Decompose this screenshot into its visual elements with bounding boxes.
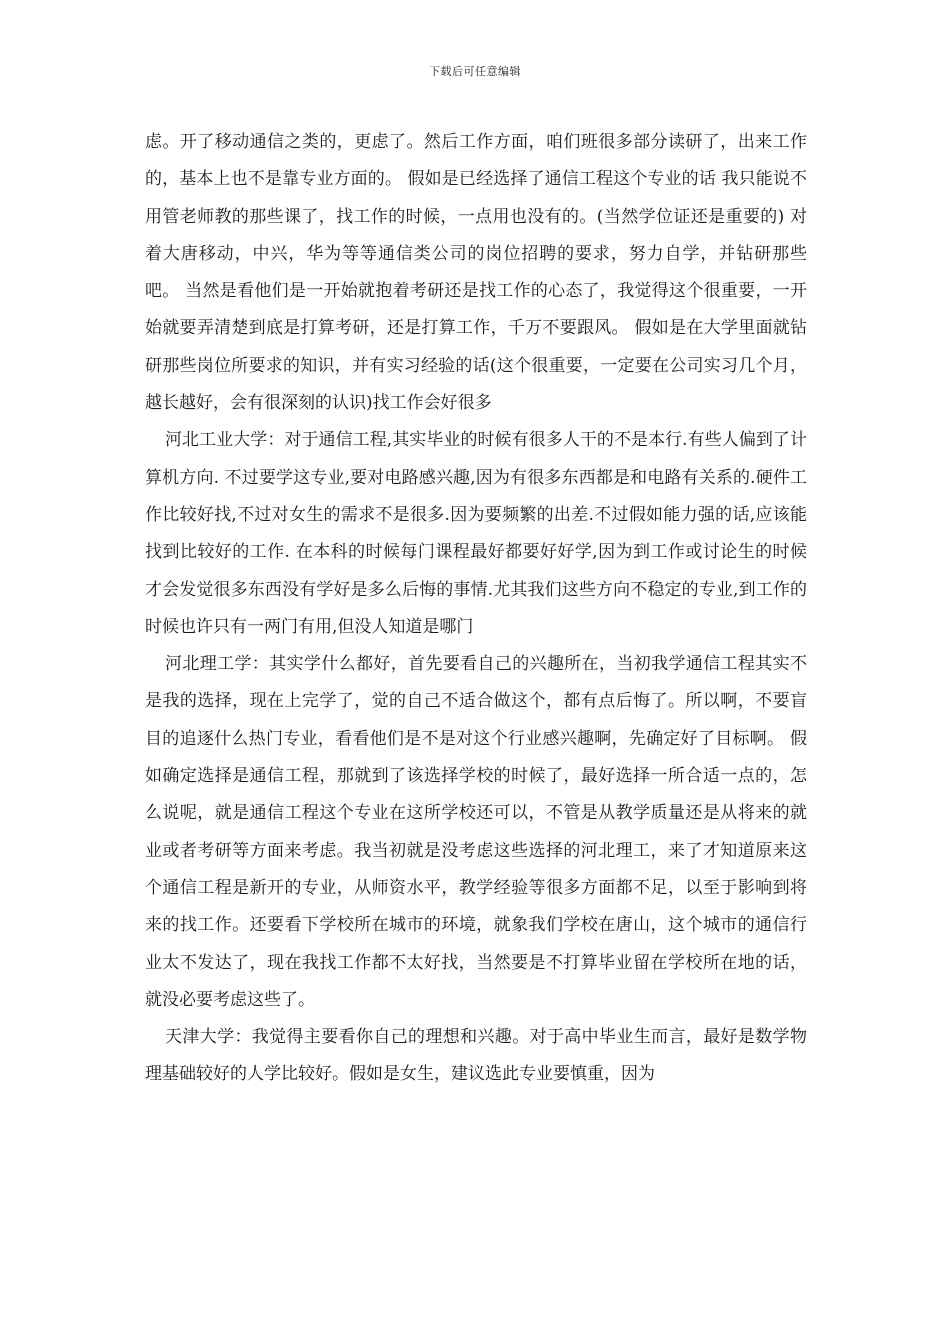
paragraph-tianjin: 天津大学：我觉得主要看你自己的理想和兴趣。对于高中毕业生而言，最好是数学物理基础较好的人学比较好。假如是女生，建议选此专业要慎重，因为 [145,1027,807,1085]
page-header: 下载后可任意编辑 [429,65,521,78]
paragraph-hebei-tech: 河北工业大学：对于通信工程,其实毕业的时候有很多人干的不是本行.有些人偏到了计算机方向. 不过要学这专业,要对电路感兴趣,因为有很多东西都是和电路有关系的.硬件工作比较好找,不过对女生的需求不是很多.因为要频繁的出差.不过假如能力强的话,应该能找到比较好的工作. 在本科的时候每门课程最好都要好好学,因为到工作或讨论生的时候才会发觉很多东西没有学好是多么后悔的事情.尤其我们这些方向不稳定的专业,到工作的时候也许只有一两门有用,但没人知道是哪门 [145,430,807,637]
document-body [145,124,807,1094]
paragraph-hebei-polytechnic: 河北理工学：其实学什么都好，首先要看自己的兴趣所在，当初我学通信工程其实不是我的选择，现在上完学了，觉的自己不适合做这个，都有点后悔了。所以啊，不要盲目的追逐什么热门专业，看看他们是不是对这个行业感兴趣啊，先确定好了目标啊。 假如确定选择是通信工程，那就到了该选择学校的时候了，最好选择一所合适一点的，怎么说呢，就是通信工程这个专业在这所学校还可以，不管是从教学质量还是从将来的就业或者考研等方面来考虑。我当初就是没考虑这些选择的河北理工，来了才知道原来这个通信工程是新开的专业，从师资水平，教学经验等很多方面都不足，以至于影响到将来的找工作。还要看下学校所在城市的环境，就象我们学校在唐山，这个城市的通信行业太不发达了，现在我找工作都不太好找，当然要是不打算毕业留在学校所在地的话，就没必要考虑这些了。 [145,654,807,1010]
paragraph-continuation: 虑。开了移动通信之类的，更虑了。然后工作方面，咱们班很多部分读研了，出来工作的，基本上也不是靠专业方面的。 假如是已经选择了通信工程这个专业的话 我只能说不用管老师教的那些课了，找工作的时候，一点用也没有的。(当然学位证还是重要的) 对着大唐移动，中兴，华为等等通信类公司的岗位招聘的要求，努力自学，并钻研那些吧。 当然是看他们是一开始就抱着考研还是找工作的心态了，我觉得这个很重要，一开始就要弄清楚到底是打算考研，还是打算工作，千万不要跟风。 假如是在大学里面就钻研那些岗位所要求的知识，并有实习经验的话(这个很重要，一定要在公司实习几个月，越长越好，会有很深刻的认识)找工作会好很多 [145,132,807,414]
